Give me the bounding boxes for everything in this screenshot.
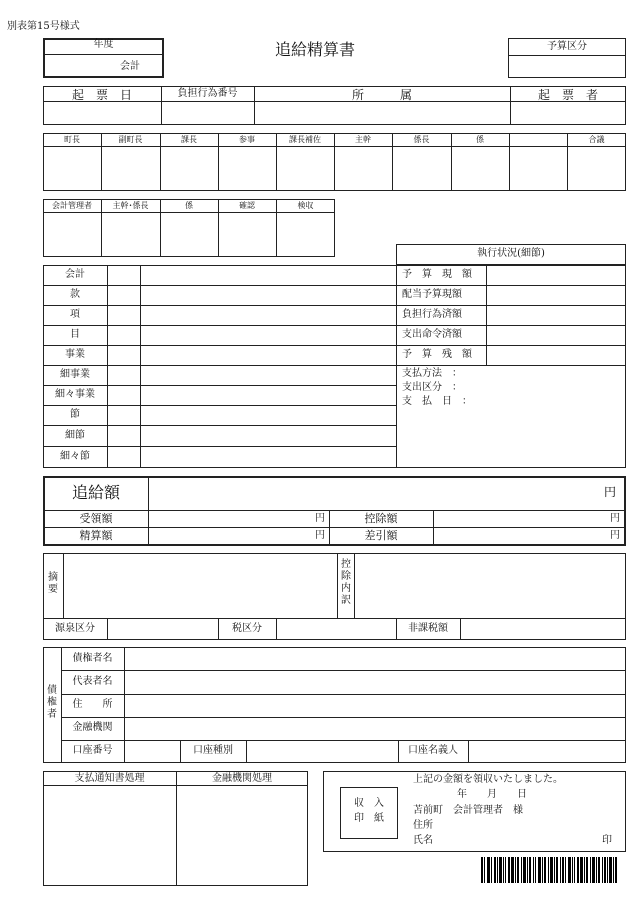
approval-staff-2: 係: [185, 201, 193, 210]
budget-item-sub-setsu: 細節: [65, 430, 85, 441]
receipt-issuer: 苫前町 会計管理者 様: [413, 805, 523, 816]
creditor-label: 債権者: [47, 685, 57, 720]
exec-burden-executed: 負担行為済額: [402, 309, 462, 320]
drafter-header: 起 票 者: [537, 88, 598, 102]
received-amount-yen: 円: [315, 513, 325, 524]
balance-amount-yen: 円: [610, 530, 620, 541]
budget-item-project: 事業: [65, 349, 85, 360]
additional-amount-label: 追給額: [71, 483, 120, 502]
budget-item-kan: 款: [70, 289, 80, 300]
account-holder-label: 口座名義人: [408, 745, 458, 756]
budget-item-sub-sub-project: 細々事業: [55, 389, 95, 400]
exec-payment-order-executed: 支出命令済額: [402, 329, 462, 340]
settled-amount-yen: 円: [315, 530, 325, 541]
summary-table: [43, 553, 626, 640]
budget-item-kou: 項: [70, 309, 80, 320]
approval-vice-mayor: 副町長: [118, 135, 143, 144]
approval-inspection: 検収: [297, 201, 314, 210]
exec-current-budget: 予 算 現 額: [402, 269, 472, 280]
page-title: 追給精算書: [274, 40, 355, 59]
approval-mayor: 町長: [64, 135, 80, 144]
representative-name-label: 代表者名: [72, 676, 113, 687]
stamp-label-1: 収 入: [354, 798, 384, 809]
approval-confirm: 確認: [239, 201, 255, 210]
deduction-detail-label: 控除内訳: [341, 559, 351, 606]
summary-label: 摘要: [48, 572, 58, 595]
deduction-amount-label: 控除額: [364, 512, 398, 525]
budget-item-sub-sub-setsu: 細々節: [60, 451, 90, 462]
approval-accounting-manager: 会計管理者: [52, 201, 92, 210]
exec-payment-method: 支払方法 ：: [402, 368, 462, 379]
approval-chief-section: 主幹･係長: [112, 201, 149, 210]
exec-payment-category: 支出区分 ：: [402, 382, 462, 393]
seal-mark: 印: [602, 835, 612, 846]
account-no-label: 口座番号: [72, 745, 113, 756]
account-label: 会計: [120, 61, 140, 72]
withholding-label: 源泉区分: [55, 623, 95, 634]
bank-processing-label: 金融機関処理: [212, 773, 272, 784]
stamp-label-2: 印 紙: [354, 813, 384, 824]
receipt-date: 年 月 日: [457, 789, 527, 800]
budget-item-sub-project: 細事業: [60, 369, 90, 380]
draft-date-header: 起 票 日: [71, 88, 132, 102]
tax-category-label: 税区分: [232, 623, 262, 634]
approval-director: 課長: [181, 135, 197, 144]
barcode: [481, 857, 617, 883]
exec-status-title: 執行状況(細節): [477, 248, 545, 259]
exec-allocated-budget: 配当予算現額: [402, 289, 462, 300]
approval-section-chief: 係長: [413, 135, 430, 144]
address-label: 住 所: [72, 699, 113, 710]
nontaxable-label: 非課税額: [408, 623, 448, 634]
account-type-label: 口座種別: [193, 745, 233, 756]
settled-amount-label: 精算額: [79, 529, 113, 542]
additional-amount-yen: 円: [604, 485, 617, 499]
form-id: 別表第15号様式: [7, 21, 80, 32]
approval-assistant-director: 課長補佐: [289, 135, 321, 144]
budget-item-setsu: 節: [70, 409, 80, 420]
creditor-table: [43, 647, 626, 763]
creditor-name-label: 債権者名: [72, 653, 113, 664]
received-amount-label: 受領額: [79, 512, 113, 525]
exec-budget-remaining: 予 算 残 額: [402, 349, 472, 360]
deduction-amount-yen: 円: [610, 513, 620, 524]
receipt-address-label: 住所: [413, 820, 433, 831]
year-label: 年度: [93, 39, 114, 50]
receipt-statement: 上記の金額を領収いたしました。: [413, 774, 563, 785]
approval-consultation: 合議: [588, 135, 605, 144]
budget-items-table: [43, 265, 626, 468]
approval-staff: 係: [476, 135, 484, 144]
bank-label: 金融機関: [72, 722, 113, 733]
budget-item-account: 会計: [65, 269, 85, 280]
receipt-name-label: 氏名: [413, 835, 433, 846]
budget-category-label: 予算区分: [547, 41, 587, 52]
burden-no-header: 負担行為番号: [177, 88, 238, 99]
exec-payment-date: 支 払 日 ：: [402, 396, 472, 407]
approval-counselor: 参事: [239, 135, 255, 144]
budget-item-moku: 目: [70, 329, 80, 340]
approval-chief: 主幹: [355, 135, 371, 144]
balance-amount-label: 差引額: [364, 529, 398, 542]
payment-notice-label: 支払通知書処理: [74, 773, 145, 784]
dept-header: 所 属: [351, 88, 412, 102]
